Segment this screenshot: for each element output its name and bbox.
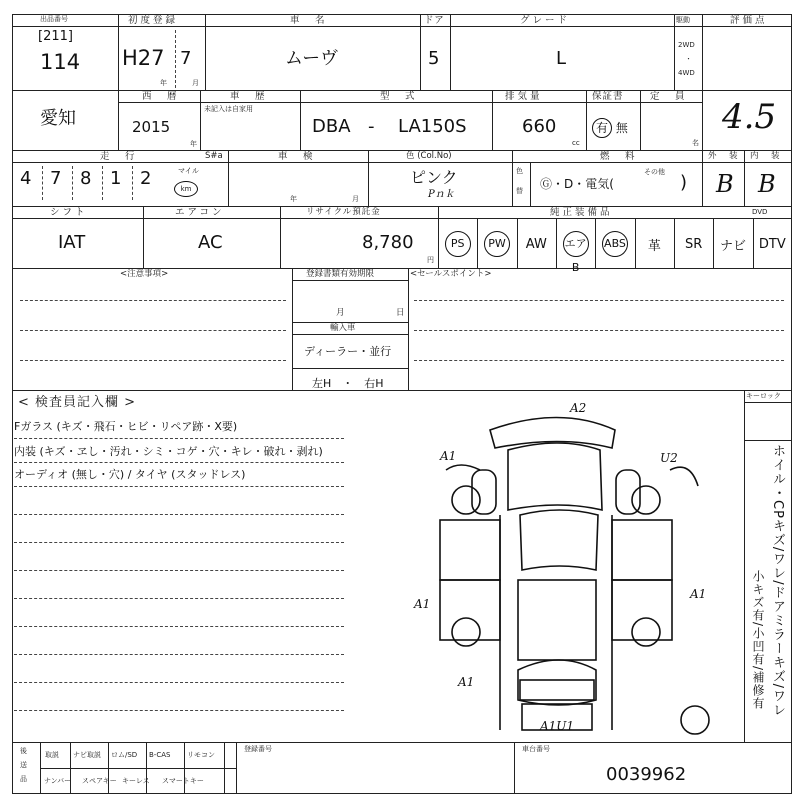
fuel-options: Ⓖ・D・電気( <box>540 177 614 191</box>
accessory-item: スマートキー <box>162 777 204 785</box>
interior-label: 内 装 <box>750 151 782 161</box>
inspector-label: < 検査員記入欄 > <box>18 395 137 410</box>
gae-label: 替 <box>516 187 523 195</box>
first-reg-era: H27 <box>122 46 165 70</box>
side-notes: ホイル・CPキズ/ワレ/ドアミラーキズ/ワレ <box>770 444 785 718</box>
roof <box>520 510 598 570</box>
accessory-item: ロム/SD <box>111 751 138 759</box>
left-front-wheel <box>452 618 480 646</box>
recycle-value: 8,780 <box>362 232 414 253</box>
accessory-item: 取説 <box>45 751 59 759</box>
model-dash: - <box>368 116 375 137</box>
inspector-line-2: 内装 (キズ・ヱし・汚れ・シミ・コゲ・穴・キレ・破れ・剥れ) <box>14 445 323 458</box>
exterior-value: B <box>716 170 734 198</box>
spare-circle <box>681 706 709 734</box>
right-mirror <box>616 470 640 514</box>
import-label: 輸入車 <box>330 323 356 333</box>
warranty-label: 保証書 <box>592 91 624 102</box>
grade-value: L <box>556 48 567 69</box>
accessory-item: リモコン <box>187 751 215 759</box>
yen-label: 円 <box>427 256 434 264</box>
seireki-label: 西 暦 <box>142 91 180 102</box>
fuel-close: ) <box>680 172 688 193</box>
mileage-digit: 8 <box>80 168 92 189</box>
model-prefix: DBA <box>312 116 351 137</box>
accessory-item: B-CAS <box>149 751 171 759</box>
equipment-label: DTV <box>758 236 786 252</box>
sonota-label: その他 <box>644 168 665 176</box>
unrecorded-note: 未記入は自家用 <box>204 105 253 113</box>
nen-label-2: 年 <box>190 140 197 148</box>
chassis-label: 車台番号 <box>522 745 550 753</box>
drive-label: 駆動 <box>676 16 690 24</box>
bottom-left-1: 後 <box>20 747 27 755</box>
warranty-options <box>592 118 628 138</box>
mileage-digit: 2 <box>140 168 152 189</box>
car-diagram <box>400 400 740 740</box>
color-label: 色 (Col.No) <box>406 151 452 161</box>
accessory-item: ナビ取説 <box>73 751 101 759</box>
warranty-no: 無 <box>615 121 628 135</box>
left-mirror <box>472 470 496 514</box>
first-reg-month: 7 <box>180 48 192 69</box>
lot-number: 114 <box>40 50 81 74</box>
door-count: 5 <box>428 48 440 69</box>
aircon-label: エアコン <box>175 207 225 218</box>
region: 愛知 <box>40 108 76 129</box>
inspector-line-3: オーディオ (無し・穴) / タイヤ (スタッドレス) <box>14 468 246 481</box>
chassis-number: 0039962 <box>606 764 687 785</box>
equipment-label: ナビ <box>719 238 746 254</box>
bottom-left-3: 品 <box>20 775 27 783</box>
exterior-label: 外 装 <box>708 151 740 161</box>
equipment-label: AW <box>525 236 547 252</box>
interior-value: B <box>758 170 776 198</box>
lot-code: [211] <box>38 29 73 44</box>
side-notes-2: 小キズ有/小凹有/補修有 <box>751 570 765 711</box>
damage-mark: A1 <box>440 449 457 463</box>
equipment-item <box>753 230 792 258</box>
mileage-digit: 1 <box>110 168 122 189</box>
damage-mark: A1 <box>690 587 707 601</box>
rating-value: 4.5 <box>722 97 777 137</box>
color-value: ピンク <box>410 168 458 187</box>
equipment-label: エアB <box>563 231 589 257</box>
equipment-label: ABS <box>602 231 628 257</box>
shaken-year: 年 <box>290 195 297 203</box>
left-front-door <box>440 520 500 580</box>
bottom-left-2: 送 <box>20 761 27 769</box>
door-label: ドア <box>424 15 445 26</box>
windshield <box>518 660 596 705</box>
equipment-item <box>635 230 674 258</box>
equipment-item <box>438 230 477 258</box>
damage-mark: A1 <box>458 675 475 689</box>
left-rear-door <box>440 580 500 640</box>
equipment-label: 純正装備品 <box>550 207 613 218</box>
warranty-yes: 有 <box>592 118 612 138</box>
dvd-label: DVD <box>752 208 768 216</box>
equipment-item <box>595 230 634 258</box>
shift-label: シフト <box>50 207 88 218</box>
displacement-label: 排気量 <box>505 91 543 102</box>
damage-marks <box>413 401 706 733</box>
reg-doc-month: 月 <box>336 308 345 318</box>
right-rear-door <box>612 580 672 640</box>
reg-doc-day: 日 <box>396 308 405 318</box>
shift-value: IAT <box>58 232 86 253</box>
equipment-label: SR <box>685 236 703 252</box>
sales-point-label: <セールスポイント> <box>410 269 492 279</box>
rear-fenders <box>446 465 698 486</box>
first-reg-label: 初度登録 <box>128 15 179 26</box>
import-value: ディーラー・並行 <box>304 345 392 358</box>
cc-label: cc <box>572 139 580 147</box>
rating-label: 評価点 <box>730 15 768 26</box>
reg-number-label: 登録番号 <box>244 745 272 753</box>
fuel-label: 燃 料 <box>600 151 638 162</box>
drive-2wd: 2WD <box>678 41 695 49</box>
nen-label: 年 <box>160 79 167 87</box>
roof-front <box>508 443 602 510</box>
shaken-label: 車 検 <box>278 151 316 162</box>
damage-mark: A2 <box>570 401 587 415</box>
car-name: ムーヴ <box>285 48 339 69</box>
right-front-door <box>612 520 672 580</box>
grade-label: グレード <box>520 15 571 26</box>
mileage-digit: 4 <box>20 168 32 189</box>
meter-label: S#a <box>205 151 223 161</box>
equipment-label: PW <box>484 231 510 257</box>
hood <box>520 680 594 700</box>
iro-label: 色 <box>516 167 523 175</box>
drive-4wd: 4WD <box>678 69 695 77</box>
color-code: Pｎｋ <box>428 189 455 200</box>
damage-mark: A1 <box>414 597 431 611</box>
shaken-month: 月 <box>352 195 359 203</box>
equipment-label: 革 <box>647 238 661 254</box>
roof-panel <box>518 580 596 660</box>
mileage-digit: 7 <box>50 168 62 189</box>
recycle-label: リサイクル預託金 <box>306 207 381 217</box>
reg-doc-label: 登録書類有効期限 <box>306 269 375 279</box>
model-code: LA150S <box>398 116 467 137</box>
equipment-item <box>556 230 595 274</box>
remarks-label: <注意事項> <box>120 269 169 279</box>
capacity-label: 定 員 <box>650 91 688 102</box>
mei-label: 名 <box>692 139 699 147</box>
damage-mark: U2 <box>660 451 678 465</box>
km-label: km <box>174 181 198 197</box>
equipment-label: PS <box>445 231 471 257</box>
left-rear-wheel <box>452 486 480 514</box>
model-label: 型 式 <box>380 91 418 102</box>
equipment-item <box>517 230 556 258</box>
equipment-item <box>477 230 516 258</box>
tsuki-label: 月 <box>192 79 199 87</box>
right-rear-wheel <box>632 486 660 514</box>
right-front-wheel <box>632 618 660 646</box>
accessory-item: スペアキー <box>82 777 117 785</box>
car-name-label: 車 名 <box>290 15 328 26</box>
shaken-history-label: 車 歴 <box>230 91 268 102</box>
handle-value: 左H ・ 右H <box>312 377 384 390</box>
accessory-item: ナンバー <box>44 777 72 785</box>
aircon-value: AC <box>198 232 223 253</box>
accessory-item: キーレス <box>122 777 150 785</box>
lot-header-label: 出品番号 <box>40 15 68 23</box>
drive-dot: ・ <box>685 55 692 63</box>
year: 2015 <box>132 118 171 136</box>
mile-label: マイル <box>178 167 199 175</box>
mileage-label: 走 行 <box>100 151 138 162</box>
inspector-line-1: Fガラス (キズ・飛石・ヒビ・リペア跡・X要) <box>14 420 238 433</box>
displacement: 660 <box>522 116 557 137</box>
keylock-label: キーロック <box>746 392 781 400</box>
damage-mark: A1U1 <box>540 719 575 733</box>
equipment-item <box>674 230 713 258</box>
equipment-item <box>713 230 752 258</box>
